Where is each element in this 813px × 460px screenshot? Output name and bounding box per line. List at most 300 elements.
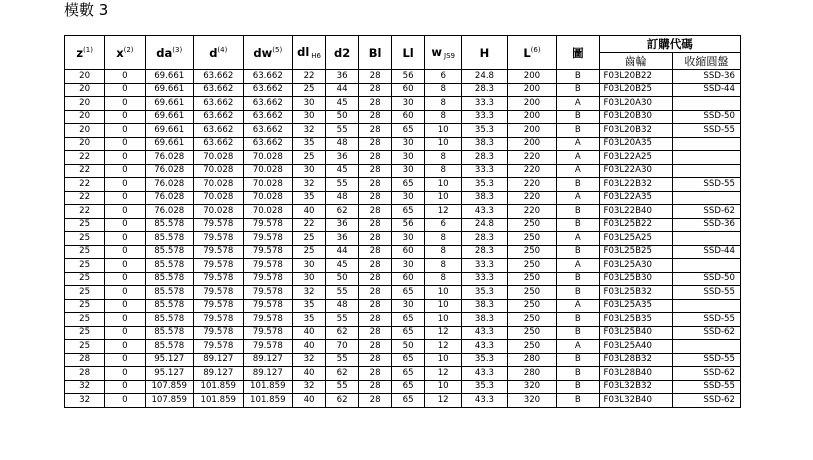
cell-gear-code: F03L25B40 — [599, 326, 672, 340]
col-header-z: $z^{(1)}$ — [65, 36, 105, 70]
cell-w: 10 — [425, 380, 462, 394]
cell-disc-code: SSD-36 — [672, 218, 740, 232]
cell-x: 0 — [105, 232, 145, 246]
table-row — [65, 205, 741, 219]
cell-gear-code: F03L32B40 — [599, 394, 672, 408]
cell-h: 35.3 — [462, 124, 507, 138]
cell-w: 10 — [425, 124, 462, 138]
cell-fig: A — [557, 340, 599, 354]
cell-z: 20 — [65, 137, 105, 151]
table-row — [65, 340, 741, 354]
cell-dl: 40 — [293, 326, 326, 340]
cell-gear-code: F03L20B25 — [599, 83, 672, 97]
cell-dl: 40 — [293, 394, 326, 408]
cell-z: 28 — [65, 353, 105, 367]
cell-disc-code — [672, 137, 740, 151]
cell-da: 76.028 — [145, 178, 194, 192]
cell-dw: 63.662 — [243, 70, 293, 84]
cell-w: 8 — [425, 232, 462, 246]
cell-l: 200 — [507, 70, 557, 84]
cell-fig: B — [557, 218, 599, 232]
cell-dl: 30 — [293, 259, 326, 273]
cell-d: 79.578 — [194, 299, 244, 313]
cell-h: 43.3 — [462, 205, 507, 219]
cell-h: 38.3 — [462, 313, 507, 327]
cell-d: 70.028 — [194, 164, 244, 178]
cell-w: 8 — [425, 151, 462, 165]
cell-dw: 70.028 — [243, 178, 293, 192]
cell-da: 107.859 — [145, 394, 194, 408]
cell-da: 85.578 — [145, 245, 194, 259]
cell-l: 250 — [507, 259, 557, 273]
cell-gear-code: F03L25B35 — [599, 313, 672, 327]
cell-dl: 32 — [293, 124, 326, 138]
cell-da: 69.661 — [145, 70, 194, 84]
cell-d2: 55 — [326, 380, 359, 394]
cell-dw: 79.578 — [243, 286, 293, 300]
cell-h: 33.3 — [462, 259, 507, 273]
cell-w: 8 — [425, 259, 462, 273]
cell-d: 101.859 — [194, 380, 244, 394]
cell-d: 70.028 — [194, 205, 244, 219]
cell-d: 70.028 — [194, 178, 244, 192]
cell-ll: 65 — [392, 286, 425, 300]
cell-l: 250 — [507, 218, 557, 232]
cell-l: 250 — [507, 232, 557, 246]
cell-x: 0 — [105, 394, 145, 408]
table-row — [65, 137, 741, 151]
cell-z: 32 — [65, 380, 105, 394]
cell-l: 280 — [507, 367, 557, 381]
cell-d2: 48 — [326, 299, 359, 313]
cell-bl: 28 — [359, 124, 392, 138]
cell-bl: 28 — [359, 137, 392, 151]
cell-dw: 70.028 — [243, 205, 293, 219]
cell-bl: 28 — [359, 286, 392, 300]
cell-h: 38.3 — [462, 137, 507, 151]
cell-bl: 28 — [359, 218, 392, 232]
cell-dl: 25 — [293, 232, 326, 246]
cell-fig: A — [557, 299, 599, 313]
cell-ll: 56 — [392, 218, 425, 232]
cell-bl: 28 — [359, 353, 392, 367]
col-header-disc: 收縮圓盤 — [672, 53, 740, 70]
table-row — [65, 286, 741, 300]
cell-x: 0 — [105, 83, 145, 97]
cell-fig: A — [557, 259, 599, 273]
cell-d2: 50 — [326, 272, 359, 286]
table-row — [65, 97, 741, 111]
cell-bl: 28 — [359, 245, 392, 259]
cell-da: 69.661 — [145, 97, 194, 111]
cell-bl: 28 — [359, 380, 392, 394]
cell-w: 8 — [425, 164, 462, 178]
table-row — [65, 124, 741, 138]
cell-bl: 28 — [359, 340, 392, 354]
cell-gear-code: F03L25B32 — [599, 286, 672, 300]
cell-dl: 35 — [293, 299, 326, 313]
cell-gear-code: F03L25A30 — [599, 259, 672, 273]
cell-d2: 55 — [326, 286, 359, 300]
cell-z: 25 — [65, 286, 105, 300]
cell-fig: B — [557, 205, 599, 219]
cell-x: 0 — [105, 326, 145, 340]
cell-fig: B — [557, 326, 599, 340]
cell-z: 22 — [65, 164, 105, 178]
cell-da: 76.028 — [145, 205, 194, 219]
cell-z: 20 — [65, 70, 105, 84]
cell-disc-code: SSD-50 — [672, 272, 740, 286]
table-row — [65, 313, 741, 327]
col-header-w: w JS9 — [425, 36, 462, 70]
cell-ll: 30 — [392, 299, 425, 313]
cell-disc-code: SSD-55 — [672, 313, 740, 327]
cell-l: 250 — [507, 299, 557, 313]
cell-da: 69.661 — [145, 137, 194, 151]
header-row — [65, 36, 741, 53]
cell-bl: 28 — [359, 97, 392, 111]
cell-bl: 28 — [359, 151, 392, 165]
cell-gear-code: F03L20B32 — [599, 124, 672, 138]
cell-dl: 35 — [293, 137, 326, 151]
cell-da: 85.578 — [145, 340, 194, 354]
cell-x: 0 — [105, 151, 145, 165]
cell-l: 220 — [507, 191, 557, 205]
cell-w: 8 — [425, 83, 462, 97]
cell-ll: 56 — [392, 70, 425, 84]
cell-dl: 35 — [293, 313, 326, 327]
cell-ll: 65 — [392, 394, 425, 408]
cell-x: 0 — [105, 178, 145, 192]
cell-fig: B — [557, 353, 599, 367]
cell-gear-code: F03L22A25 — [599, 151, 672, 165]
cell-d2: 45 — [326, 164, 359, 178]
cell-gear-code: F03L22B40 — [599, 205, 672, 219]
cell-l: 250 — [507, 272, 557, 286]
col-header-bl: Bl — [359, 36, 392, 70]
cell-h: 35.3 — [462, 380, 507, 394]
cell-x: 0 — [105, 164, 145, 178]
cell-ll: 60 — [392, 245, 425, 259]
cell-w: 12 — [425, 394, 462, 408]
cell-w: 10 — [425, 286, 462, 300]
cell-z: 32 — [65, 394, 105, 408]
cell-x: 0 — [105, 245, 145, 259]
cell-w: 6 — [425, 70, 462, 84]
cell-h: 28.3 — [462, 245, 507, 259]
cell-z: 25 — [65, 313, 105, 327]
cell-dw: 89.127 — [243, 367, 293, 381]
cell-z: 25 — [65, 245, 105, 259]
cell-x: 0 — [105, 340, 145, 354]
cell-x: 0 — [105, 97, 145, 111]
cell-fig: B — [557, 70, 599, 84]
cell-dw: 79.578 — [243, 218, 293, 232]
cell-disc-code: SSD-44 — [672, 245, 740, 259]
cell-d: 79.578 — [194, 272, 244, 286]
cell-d: 79.578 — [194, 326, 244, 340]
cell-dw: 70.028 — [243, 191, 293, 205]
cell-d2: 62 — [326, 367, 359, 381]
cell-da: 85.578 — [145, 286, 194, 300]
cell-bl: 28 — [359, 178, 392, 192]
cell-h: 43.3 — [462, 394, 507, 408]
cell-x: 0 — [105, 70, 145, 84]
cell-w: 10 — [425, 178, 462, 192]
cell-d: 79.578 — [194, 313, 244, 327]
col-header-dw: $dw^{(5)}$ — [243, 36, 293, 70]
cell-x: 0 — [105, 110, 145, 124]
cell-h: 33.3 — [462, 97, 507, 111]
cell-disc-code — [672, 97, 740, 111]
cell-w: 12 — [425, 205, 462, 219]
cell-l: 320 — [507, 380, 557, 394]
cell-dw: 101.859 — [243, 394, 293, 408]
cell-disc-code — [672, 164, 740, 178]
cell-gear-code: F03L28B40 — [599, 367, 672, 381]
cell-h: 24.8 — [462, 218, 507, 232]
cell-bl: 28 — [359, 326, 392, 340]
cell-ll: 30 — [392, 137, 425, 151]
cell-da: 69.661 — [145, 110, 194, 124]
cell-gear-code: F03L25B22 — [599, 218, 672, 232]
cell-h: 28.3 — [462, 232, 507, 246]
cell-gear-code: F03L25A35 — [599, 299, 672, 313]
table-row — [65, 353, 741, 367]
cell-gear-code: F03L25B25 — [599, 245, 672, 259]
cell-z: 20 — [65, 124, 105, 138]
cell-ll: 30 — [392, 232, 425, 246]
cell-dl: 30 — [293, 272, 326, 286]
cell-gear-code: F03L32B32 — [599, 380, 672, 394]
cell-da: 85.578 — [145, 259, 194, 273]
cell-da: 85.578 — [145, 218, 194, 232]
cell-fig: B — [557, 380, 599, 394]
cell-l: 220 — [507, 164, 557, 178]
cell-z: 25 — [65, 340, 105, 354]
cell-gear-code: F03L28B32 — [599, 353, 672, 367]
cell-dw: 79.578 — [243, 313, 293, 327]
cell-disc-code: SSD-44 — [672, 83, 740, 97]
cell-fig: B — [557, 110, 599, 124]
cell-da: 107.859 — [145, 380, 194, 394]
cell-z: 25 — [65, 232, 105, 246]
cell-bl: 28 — [359, 299, 392, 313]
cell-da: 85.578 — [145, 326, 194, 340]
cell-ll: 30 — [392, 259, 425, 273]
cell-h: 35.3 — [462, 286, 507, 300]
cell-h: 43.3 — [462, 367, 507, 381]
cell-l: 280 — [507, 353, 557, 367]
table-row — [65, 326, 741, 340]
cell-da: 85.578 — [145, 299, 194, 313]
cell-d2: 70 — [326, 340, 359, 354]
cell-fig: A — [557, 151, 599, 165]
cell-d2: 55 — [326, 353, 359, 367]
cell-x: 0 — [105, 218, 145, 232]
cell-z: 25 — [65, 259, 105, 273]
col-header-dl: dl H6 — [293, 36, 326, 70]
cell-z: 25 — [65, 218, 105, 232]
cell-dl: 40 — [293, 340, 326, 354]
cell-dw: 79.578 — [243, 245, 293, 259]
cell-dl: 40 — [293, 367, 326, 381]
cell-d: 63.662 — [194, 97, 244, 111]
cell-d2: 62 — [326, 326, 359, 340]
cell-dw: 79.578 — [243, 259, 293, 273]
cell-da: 69.661 — [145, 124, 194, 138]
cell-disc-code: SSD-36 — [672, 70, 740, 84]
cell-fig: B — [557, 286, 599, 300]
cell-x: 0 — [105, 191, 145, 205]
cell-fig: A — [557, 191, 599, 205]
cell-l: 250 — [507, 313, 557, 327]
cell-d: 63.662 — [194, 70, 244, 84]
cell-l: 320 — [507, 394, 557, 408]
cell-d: 63.662 — [194, 124, 244, 138]
cell-da: 76.028 — [145, 151, 194, 165]
table-row — [65, 394, 741, 408]
cell-gear-code: F03L20B22 — [599, 70, 672, 84]
cell-l: 200 — [507, 83, 557, 97]
table-row — [65, 191, 741, 205]
cell-dl: 32 — [293, 380, 326, 394]
cell-disc-code — [672, 151, 740, 165]
cell-h: 43.3 — [462, 340, 507, 354]
cell-bl: 28 — [359, 110, 392, 124]
cell-z: 25 — [65, 299, 105, 313]
cell-dl: 25 — [293, 245, 326, 259]
cell-w: 8 — [425, 110, 462, 124]
cell-dl: 22 — [293, 218, 326, 232]
cell-ll: 65 — [392, 367, 425, 381]
cell-gear-code: F03L22A35 — [599, 191, 672, 205]
cell-fig: A — [557, 97, 599, 111]
cell-d: 79.578 — [194, 340, 244, 354]
cell-gear-code: F03L22B32 — [599, 178, 672, 192]
cell-ll: 60 — [392, 110, 425, 124]
cell-dw: 79.578 — [243, 272, 293, 286]
col-header-x: $x^{(2)}$ — [105, 36, 145, 70]
cell-d2: 36 — [326, 218, 359, 232]
cell-fig: B — [557, 178, 599, 192]
cell-h: 33.3 — [462, 110, 507, 124]
cell-dl: 30 — [293, 110, 326, 124]
cell-dw: 63.662 — [243, 137, 293, 151]
cell-dw: 63.662 — [243, 97, 293, 111]
cell-disc-code: SSD-55 — [672, 124, 740, 138]
col-header-l: $L^{(6)}$ — [507, 36, 557, 70]
cell-dl: 32 — [293, 286, 326, 300]
cell-x: 0 — [105, 313, 145, 327]
cell-fig: B — [557, 313, 599, 327]
col-header-d: $d^{(4)}$ — [194, 36, 244, 70]
table-row — [65, 245, 741, 259]
cell-d: 79.578 — [194, 232, 244, 246]
cell-dw: 89.127 — [243, 353, 293, 367]
cell-dw: 79.578 — [243, 232, 293, 246]
cell-h: 38.3 — [462, 191, 507, 205]
cell-d2: 55 — [326, 178, 359, 192]
col-header-da: $da^{(3)}$ — [145, 36, 194, 70]
cell-d2: 45 — [326, 97, 359, 111]
cell-fig: B — [557, 394, 599, 408]
cell-fig: A — [557, 232, 599, 246]
cell-l: 220 — [507, 178, 557, 192]
table-row — [65, 178, 741, 192]
cell-d2: 36 — [326, 70, 359, 84]
table-row — [65, 164, 741, 178]
cell-l: 220 — [507, 151, 557, 165]
cell-l: 250 — [507, 340, 557, 354]
cell-da: 95.127 — [145, 367, 194, 381]
cell-x: 0 — [105, 380, 145, 394]
cell-ll: 65 — [392, 313, 425, 327]
cell-x: 0 — [105, 124, 145, 138]
cell-disc-code — [672, 232, 740, 246]
cell-ll: 65 — [392, 205, 425, 219]
cell-dw: 79.578 — [243, 326, 293, 340]
cell-gear-code: F03L20A35 — [599, 137, 672, 151]
cell-d2: 55 — [326, 313, 359, 327]
cell-bl: 28 — [359, 272, 392, 286]
cell-l: 200 — [507, 124, 557, 138]
cell-x: 0 — [105, 272, 145, 286]
cell-d: 63.662 — [194, 83, 244, 97]
cell-gear-code: F03L25B30 — [599, 272, 672, 286]
cell-z: 22 — [65, 178, 105, 192]
cell-da: 69.661 — [145, 83, 194, 97]
cell-gear-code: F03L25A40 — [599, 340, 672, 354]
cell-ll: 65 — [392, 380, 425, 394]
cell-disc-code — [672, 340, 740, 354]
cell-ll: 65 — [392, 353, 425, 367]
table-row — [65, 83, 741, 97]
cell-dl: 32 — [293, 353, 326, 367]
cell-l: 250 — [507, 286, 557, 300]
cell-dw: 79.578 — [243, 340, 293, 354]
cell-w: 10 — [425, 191, 462, 205]
cell-z: 22 — [65, 151, 105, 165]
cell-fig: B — [557, 367, 599, 381]
col-header-h: H — [462, 36, 507, 70]
cell-disc-code — [672, 259, 740, 273]
cell-w: 6 — [425, 218, 462, 232]
cell-d: 79.578 — [194, 245, 244, 259]
cell-l: 200 — [507, 97, 557, 111]
cell-h: 33.3 — [462, 272, 507, 286]
table-row — [65, 367, 741, 381]
cell-dl: 30 — [293, 97, 326, 111]
cell-l: 250 — [507, 326, 557, 340]
cell-z: 20 — [65, 97, 105, 111]
cell-z: 25 — [65, 326, 105, 340]
cell-h: 28.3 — [462, 83, 507, 97]
cell-z: 25 — [65, 272, 105, 286]
table-row — [65, 70, 741, 84]
cell-d2: 45 — [326, 259, 359, 273]
col-header-gear: 齒輪 — [599, 53, 672, 70]
cell-bl: 28 — [359, 259, 392, 273]
cell-disc-code — [672, 191, 740, 205]
cell-gear-code: F03L25A25 — [599, 232, 672, 246]
cell-da: 95.127 — [145, 353, 194, 367]
cell-disc-code: SSD-62 — [672, 394, 740, 408]
cell-l: 200 — [507, 137, 557, 151]
cell-d: 70.028 — [194, 151, 244, 165]
cell-d2: 36 — [326, 151, 359, 165]
cell-w: 8 — [425, 272, 462, 286]
